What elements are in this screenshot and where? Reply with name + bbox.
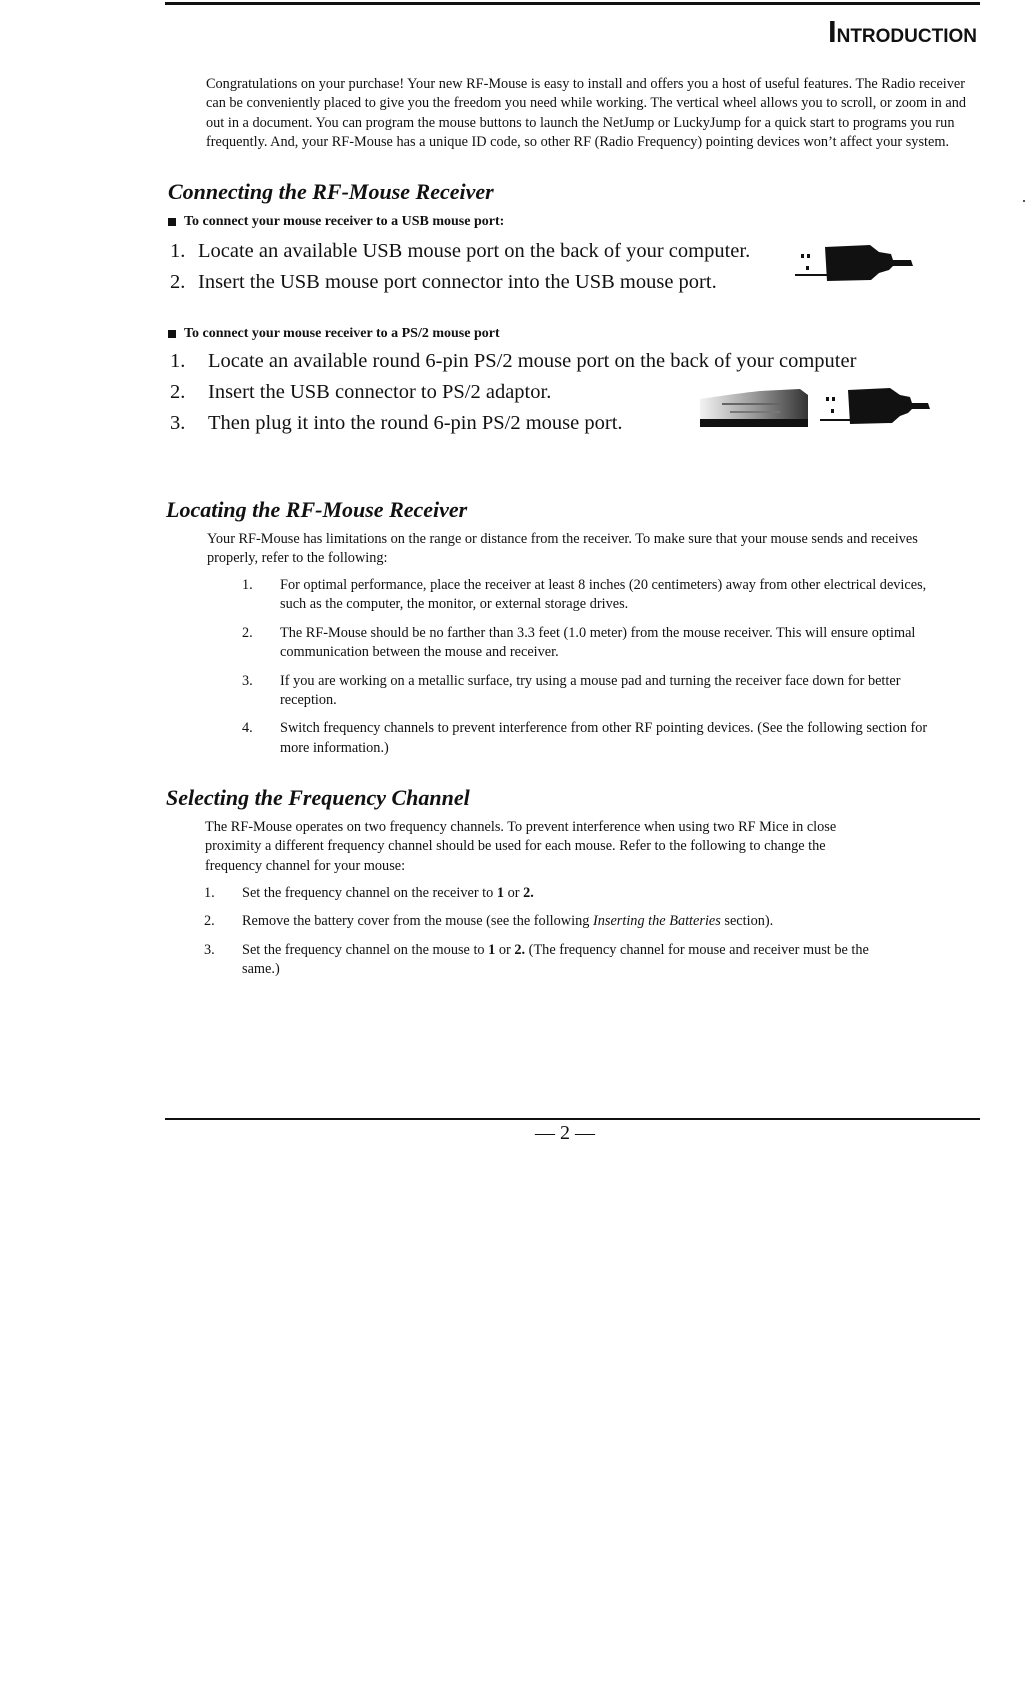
list-item: 3. Then plug it into the round 6-pin PS/2 mouse port. [170, 412, 623, 434]
heading-connecting: Connecting the RF-Mouse Receiver [168, 179, 494, 204]
list-item: 2. Remove the battery cover from the mouse (see the following Inserting the Batteries section). [204, 913, 774, 930]
scan-speck [1023, 200, 1025, 202]
usb-connector-icon [795, 240, 935, 286]
page-number: — 2 — [535, 1122, 595, 1144]
chapter-title: Introduction [827, 14, 977, 49]
ps2-adaptor-icon [700, 385, 945, 433]
list-item: 3. If you are working on a metallic surface, try using a mouse pad and turning the receiver face down for better reception. [242, 672, 901, 709]
intro-paragraph: Congratulations on your purchase! Your new RF-Mouse is easy to install and offers you a host of useful features. The Radio receiver can be conveniently placed to give you the freedom you need while working. The vertical wheel allows you to scroll, or zoom in and out in a document. You can program the mouse buttons to launch the NetJump or LuckyJump for a quick start to programs you run frequently. And, your RF-Mouse has a unique ID code, so other RF (Radio Frequency) pointing devices won’t affect your system. [206, 76, 967, 151]
top-rule [165, 2, 980, 5]
usb-subheading: To connect your mouse receiver to a USB mouse port: [168, 214, 504, 230]
list-item: 1. For optimal performance, place the receiver at least 8 inches (20 centimeters) away from other electrical devices, such as the computer, the monitor, or external storage drives. [242, 577, 927, 613]
bullet-square-icon [168, 330, 176, 338]
bottom-rule [165, 1118, 980, 1120]
list-item: 2. Insert the USB mouse port connector into the USB mouse port. [170, 271, 717, 293]
locating-intro: Your RF-Mouse has limitations on the range or distance from the receiver. To make sure that your mouse sends and receives properly, refer to the following: [207, 531, 918, 567]
list-item: 2. Insert the USB connector to PS/2 adaptor. [170, 381, 552, 403]
list-item: 4. Switch frequency channels to prevent interference from other RF pointing devices. (See the following section for more information.) [242, 720, 928, 756]
heading-selecting: Selecting the Frequency Channel [166, 785, 470, 810]
selecting-steps [204, 884, 884, 989]
locating-steps [242, 576, 947, 767]
ps2-subheading: To connect your mouse receiver to a PS/2 mouse port [168, 326, 500, 342]
list-item: 1. Locate an available round 6-pin PS/2 mouse port on the back of your computer [170, 350, 857, 372]
list-item: 1. Set the frequency channel on the receiver to 1 or 2. [204, 885, 534, 901]
list-item: 1. Locate an available USB mouse port on the back of your computer. [170, 240, 751, 262]
selecting-intro: The RF-Mouse operates on two frequency channels. To prevent interference when using two RF Mice in close proximity a different frequency channel should be used for each mouse. Refer to the following to change the frequency channel for your mouse: [205, 819, 837, 874]
list-item: 3. Set the frequency channel on the mouse to 1 or 2. (The frequency channel for mouse and receiver must be the same.) [204, 941, 869, 978]
heading-locating: Locating the RF-Mouse Receiver [166, 497, 468, 522]
list-item: 2. The RF-Mouse should be no farther than 3.3 feet (1.0 meter) from the mouse receiver. This will ensure optimal communication between the mouse and receiver. [242, 624, 916, 661]
usb-steps [170, 240, 750, 302]
bullet-square-icon [168, 218, 176, 226]
